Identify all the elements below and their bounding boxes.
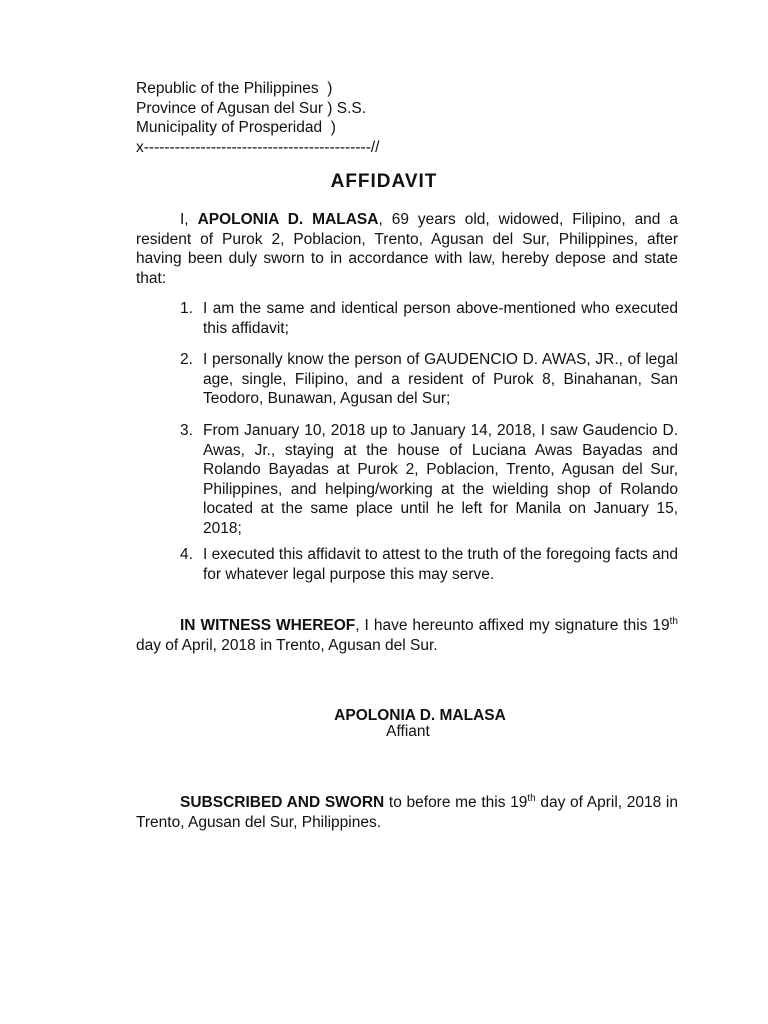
witness-lead: IN WITNESS WHEREOF xyxy=(180,617,356,634)
venue-municipality: Municipality of Prosperidad ) xyxy=(136,119,336,136)
venue-separator: x--------------------------------------------// xyxy=(136,138,380,156)
witness-text-1: , I have hereunto affixed my signature this 19 xyxy=(355,617,670,634)
statement-item xyxy=(180,545,678,584)
jurat-text-1: to before me this 19 xyxy=(384,794,528,811)
jurat-lead: SUBSCRIBED AND SWORN xyxy=(180,794,385,811)
witness-ordinal-suffix: th xyxy=(669,616,678,627)
venue-republic: Republic of the Philippines ) xyxy=(136,80,333,97)
venue-block xyxy=(136,79,556,157)
statement-item xyxy=(180,421,678,538)
affiant-name-inline: APOLONIA D. MALASA xyxy=(197,211,379,228)
statement-item xyxy=(180,350,678,409)
statement-number: 3. xyxy=(180,422,193,439)
statement-text: I personally know the person of GAUDENCIO D. AWAS, JR., of legal age, single, Filipino, and a resident of Purok 8, Binahanan, San Teodoro, Bunawan, Agusan del Sur; xyxy=(203,351,678,407)
statement-text: I executed this affidavit to attest to the truth of the foregoing facts and for whatever legal purpose this may serve. xyxy=(203,546,678,583)
intro-paragraph xyxy=(136,210,678,288)
statement-text: I am the same and identical person above-mentioned who executed this affidavit; xyxy=(203,300,678,337)
witness-text-2: day of April, 2018 in Trento, Agusan del Sur. xyxy=(136,636,438,654)
statement-item xyxy=(180,299,678,338)
statement-number: 1. xyxy=(180,300,193,317)
statement-number: 2. xyxy=(180,351,193,368)
jurat-paragraph xyxy=(136,793,678,832)
venue-province: Province of Agusan del Sur ) S.S. xyxy=(136,99,367,117)
jurat-text-2: day of April, 2018 in Trento, Agusan del Sur, Philippines. xyxy=(136,794,678,831)
statement-number: 4. xyxy=(180,546,193,563)
witness-paragraph xyxy=(136,616,678,655)
jurat-ordinal-suffix: th xyxy=(527,793,536,804)
intro-prefix: I, xyxy=(180,211,198,228)
intro-text: , 69 years old, widowed, Filipino, and a resident of Purok 2, Poblacion, Trento, Agusan del Sur, Philippines, after having been duly sworn to in accordance with law, hereby depose and state that: xyxy=(136,211,678,287)
document-title: AFFIDAVIT xyxy=(330,171,438,192)
statement-text: From January 10, 2018 up to January 14, 2018, I saw Gaudencio D. Awas, Jr., staying at the house of Luciana Awas Bayadas and Rolando Bayadas at Purok 2, Poblacion, Trento, Agusan del Sur, Philippines, and helping/working at the wielding shop of Rolando located at the same place until he left for Manila on January 15, 2018; xyxy=(203,422,678,537)
signature-name: APOLONIA D. MALASA xyxy=(334,707,506,724)
signature-role: Affiant xyxy=(386,723,430,740)
